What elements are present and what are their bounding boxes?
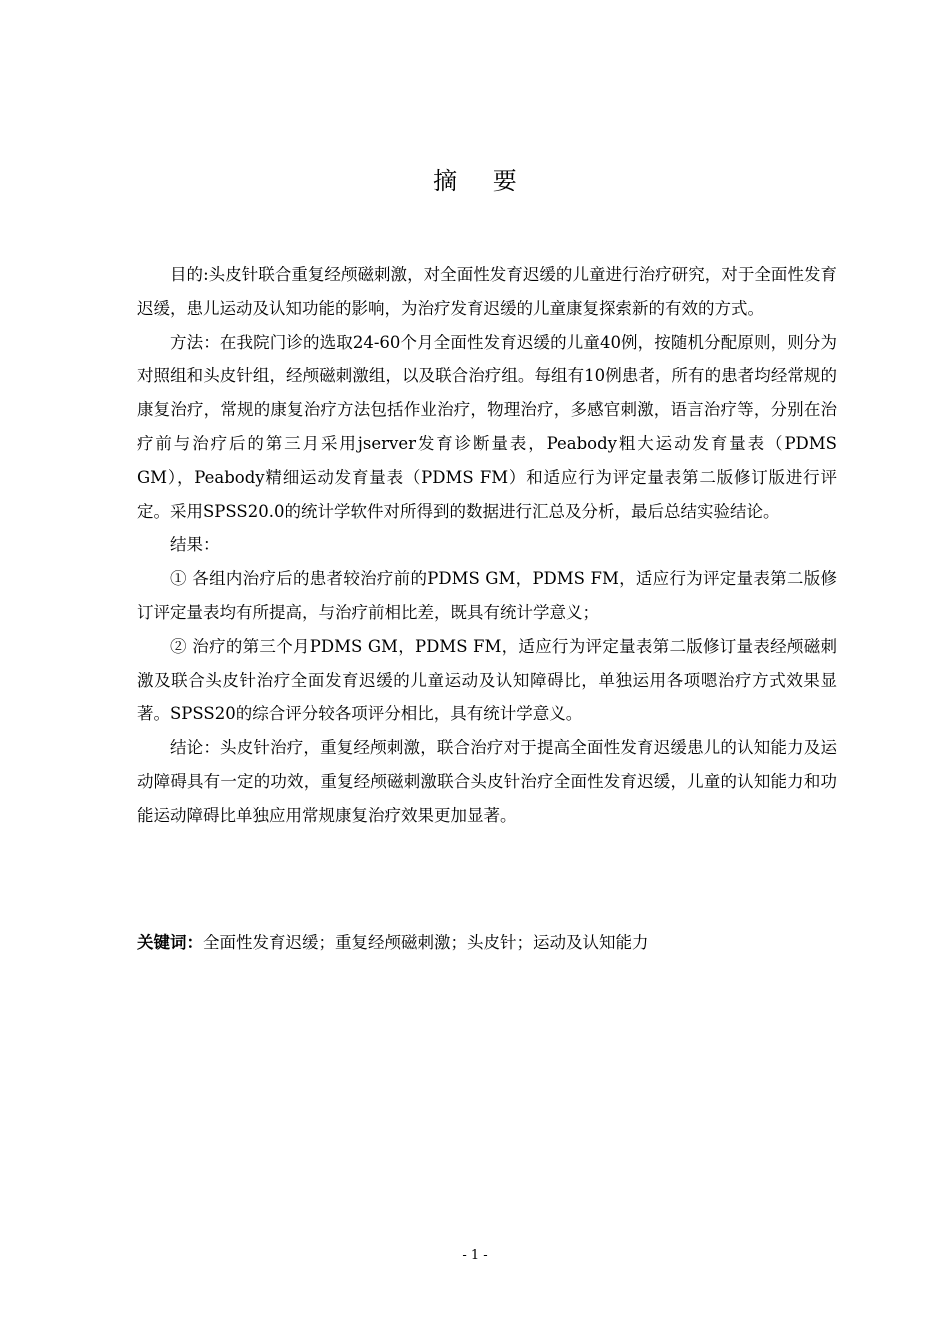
abstract-body xyxy=(137,258,837,833)
page-number: - 1 - xyxy=(462,1248,488,1263)
paragraph-results-heading: 结果： xyxy=(170,535,220,555)
abstract-title: 摘 要 xyxy=(433,167,531,195)
keywords-label: 关键词： xyxy=(137,933,203,952)
paragraph-conclusion: 结论：头皮针治疗，重复经颅刺激，联合治疗对于提高全面性发育迟缓患儿的认知能力及运动障碍具有一定的功效，重复经颅磁刺激联合头皮针治疗全面性发育迟缓，儿童的认知能力和功能运动障碍比单独应用常规康复治疗效果更加显著。 xyxy=(137,738,837,825)
paragraph-methods: 方法：在我院门诊的选取24-60个月全面性发育迟缓的儿童40例，按随机分配原则，则分为对照组和头皮针组，经颅磁刺激组，以及联合治疗组。每组有10例患者，所有的患者均经常规的康复治疗，常规的康复治疗方法包括作业治疗，物理治疗，多感官刺激，语言治疗等，分别在治疗前与治疗后的第三月采用jserver发育诊断量表，Peabody粗大运动发育量表（PDMS GM），Peabody精细运动发育量表（PDMS FM）和适应行为评定量表第二版修订版进行评定。采用SPSS20.0的统计学软件对所得到的数据进行汇总及分析，最后总结实验结论。 xyxy=(137,332,837,521)
keywords-line xyxy=(137,928,837,958)
paragraph-result-1: ① 各组内治疗后的患者较治疗前的PDMS GM，PDMS FM，适应行为评定量表第二版修订评定量表均有所提高，与治疗前相比差，既具有统计学意义； xyxy=(137,569,837,622)
paragraph-result-2: ② 治疗的第三个月PDMS GM，PDMS FM，适应行为评定量表第二版修订量表经颅磁刺激及联合头皮针治疗全面发育迟缓的儿童运动及认知障碍比，单独运用各项嗯治疗方式效果显著。SPSS20的综合评分较各项评分相比，具有统计学意义。 xyxy=(137,636,837,724)
keywords-text: 全面性发育迟缓；重复经颅磁刺激；头皮针；运动及认知能力 xyxy=(203,933,649,952)
paragraph-objective: 目的:头皮针联合重复经颅磁刺激，对全面性发育迟缓的儿童进行治疗研究，对于全面性发育迟缓，患儿运动及认知功能的影响，为治疗发育迟缓的儿童康复探索新的有效的方式。 xyxy=(137,265,837,318)
